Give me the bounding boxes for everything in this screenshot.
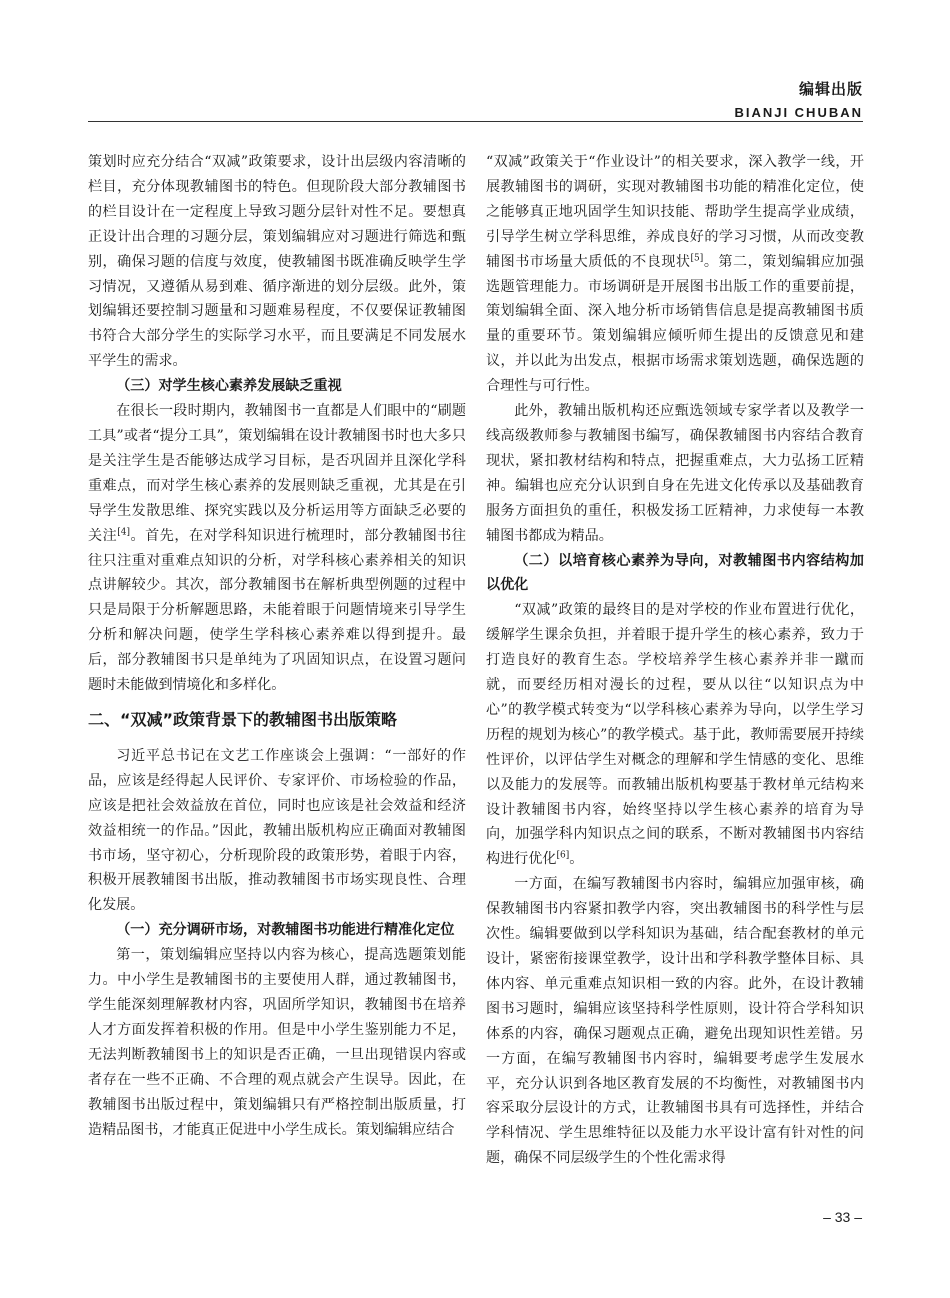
paragraph-text: “双减”政策关于“作业设计”的相关要求，深入教学一线，开展教辅图书的调研，实现对教辅图书功能的精准化定位，使之能够真正地巩固学生知识技能、帮助学生提高学业成绩，引导学生树立学科思维，养成良好的学习习惯，从而改变教辅图书市场量大质低的不良现状 xyxy=(486,154,864,270)
paragraph: 策划时应充分结合“双减”政策要求，设计出层级内容清晰的栏目，充分体现教辅图书的特色。但现阶段大部分教辅图书的栏目设计在一定程度上导致习题分层针对性不足。要想真正设计出合理的习题分层，策划编辑应对习题进行筛选和甄别，确保习题的信度与效度，使教辅图书既准确反映学生学习情况，又遵循从易到难、循序渐进的划分层级。此外，策划编辑还要控制习题量和习题难易程度，不仅要保证教辅图书符合大部分学生的实际学习水平，而且要满足不同发展水平学生的需求。 xyxy=(88,154,466,370)
paragraph xyxy=(88,399,466,698)
paragraph: 第一，策划编辑应坚持以内容为核心，提高选题策划能力。中小学生是教辅图书的主要使用人群，通过教辅图书，学生能深刻理解教材内容，巩固所学知识，教辅图书在培养人才方面发挥着积极的作用。但是中小学生鉴别能力不足，无法判断教辅图书上的知识是否正确，一旦出现错误内容或者存在一些不正确、不合理的观点就会产生误导。因此，在教辅图书出版过程中，策划编辑只有严格控制出版质量，打造精品图书，才能真正促进中小学生成长。策划编辑应结合 xyxy=(88,947,466,1138)
paragraph-text: 。第二，策划编辑应加强选题管理能力。市场调研是开展图书出版工作的重要前提，策划编辑全面、深入地分析市场销售信息是提高教辅图书质量的重要环节。策划编辑应倾听师生提出的反馈意见和建议，并以此为出发点，根据市场需求策划选题，确保选题的合理性与可行性。 xyxy=(486,253,865,395)
paragraph-text: 。 xyxy=(569,851,584,868)
paragraph-text: “双减”政策的最终目的是对学校的作业布置进行优化，缓解学生课余负担，并着眼于提升学生的核心素养，致力于打造良好的教育生态。学校培养学生核心素养并非一蹴而就，而要经历相对漫长的过程，要从以往“以知识点为中心”的教学模式转变为“以学科核心素养为导向，以学生学习历程的规划为核心”的教学模式。基于此，教师需要展开持续性评价，以评估学生对概念的理解和学生情感的变化、思维以及能力的发展等。而教辅出版机构要基于教材单元结构来设计教辅图书内容，始终坚持以学生核心素养的培育为导向，加强学科内知识点之间的联系，不断对教辅图书内容结构进行优化 xyxy=(486,602,864,868)
running-header xyxy=(734,78,863,120)
journal-title-en: BIANJI CHUBAN xyxy=(734,105,863,120)
section-heading: 二、“双减”政策背景下的教辅图书出版策略 xyxy=(88,709,398,729)
journal-title-cn: 编辑出版 xyxy=(798,80,863,98)
citation-mark: [5] xyxy=(690,252,704,263)
paragraph xyxy=(486,150,864,399)
citation-mark: [6] xyxy=(556,850,570,861)
subsection-heading: （三）对学生核心素养发展缺乏重视 xyxy=(116,378,342,395)
page-number: – 33 – xyxy=(823,1209,862,1225)
paragraph-text: 。首先，在对学科知识进行梳理时，部分教辅图书往往只注重对重难点知识的分析，对学科核心素养相关的知识点讲解较少。其次，部分教辅图书在解析典型例题的过程中只是局限于分析解题思路，未能着眼于问题情境来引导学生分析和解决问题，使学生学科核心素养难以得到提升。最后，部分教辅图书只是单纯为了巩固知识点，在设置习题问题时未能做到情境化和多样化。 xyxy=(88,527,467,694)
subsection-heading: （一）充分调研市场，对教辅图书功能进行精准化定位 xyxy=(116,922,455,939)
subsection-heading: （二）以培育核心素养为导向，对教辅图书内容结构加以优化 xyxy=(486,552,864,594)
paragraph: 此外，教辅出版机构还应甄选领域专家学者以及教学一线高级教师参与教辅图书编写，确保教辅图书内容结合教育现状，紧扣教材结构和特点，把握重难点，大力弘扬工匠精神。编辑也应充分认识到自身在先进文化传承以及基础教育服务方面担负的重任，积极发扬工匠精神，力求使每一本教辅图书都成为精品。 xyxy=(486,403,864,544)
paragraph xyxy=(486,598,864,872)
citation-mark: [4] xyxy=(117,526,130,537)
paragraph: 一方面，在编写教辅图书内容时，编辑应加强审核，确保教辅图书内容紧扣教学内容，突出教辅图书的科学性与层次性。编辑要做到以学科知识为基础，结合配套教材的单元设计，紧密衔接课堂教学，设计出和学科教学整体目标、具体内容、单元重难点知识相一致的内容。此外，在设计教辅图书习题时，编辑应该坚持科学性原则，设计符合学科知识体系的内容，确保习题观点正确，避免出现知识性差错。另一方面，在编写教辅图书内容时，编辑要考虑学生发展水平，充分认识到各地区教育发展的不均衡性，对教辅图书内容采取分层设计的方式，让教辅图书具有可选择性，并结合学科情况、学生思维特征以及能力水平设计富有针对性的问题，确保不同层级学生的个性化需求得 xyxy=(486,876,864,1167)
paragraph-text: 在很长一段时期内，教辅图书一直都是人们眼中的“刷题工具”或者“提分工具”，策划编辑在设计教辅图书时也大多只是关注学生是否能够达成学习目标，是否巩固并且深化学科重难点，而对学生核心素养的发展则缺乏重视，尤其是在引导学生发散思维、探究实践以及分析运用等方面缺乏必要的关注 xyxy=(88,403,466,544)
right-column xyxy=(486,150,864,1171)
paragraph: 习近平总书记在文艺工作座谈会上强调：“一部好的作品，应该是经得起人民评价、专家评价、市场检验的作品，应该是把社会效益放在首位，同时也应该是社会效益和经济效益相统一的作品。”因此，教辅出版机构应正确面对教辅图书市场，坚守初心，分析现阶段的政策形势，着眼于内容，积极开展教辅图书出版，推动教辅图书市场实现良性、合理化发展。 xyxy=(88,747,466,914)
header-rule xyxy=(88,121,863,122)
left-column xyxy=(88,150,466,1142)
